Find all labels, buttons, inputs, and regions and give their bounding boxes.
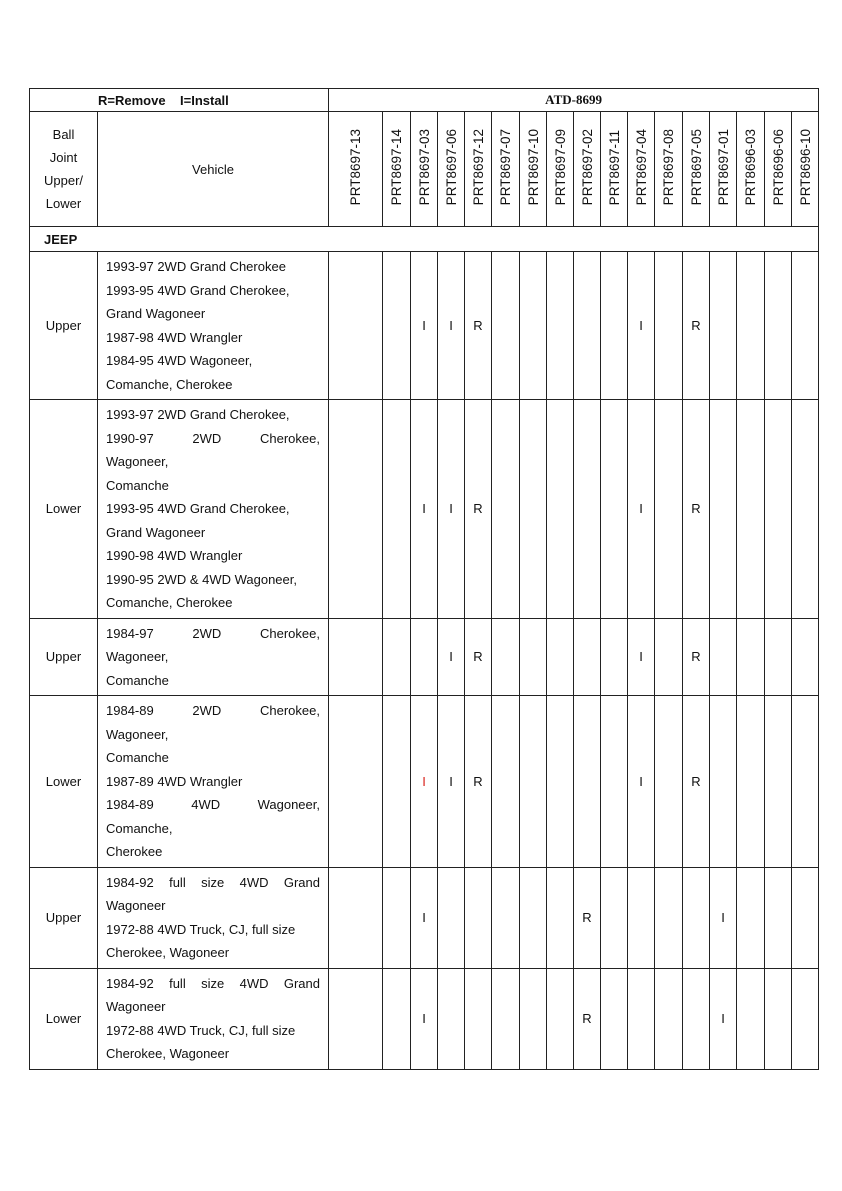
table-row: [30, 400, 819, 619]
part-number-header: [792, 112, 819, 227]
part-number-label: PRT8697-01: [715, 129, 731, 206]
vehicle-line: 1984-89 4WD Wagoneer,: [106, 797, 320, 812]
part-number-label: PRT8697-02: [579, 129, 595, 206]
mark-cell: R: [683, 400, 710, 619]
vehicle-line: Grand Wagoneer: [106, 524, 206, 540]
mark-cell: [792, 252, 819, 400]
mark-cell: [329, 696, 383, 868]
part-number-label: PRT8697-12: [470, 129, 486, 206]
mark-cell: [710, 400, 737, 619]
mark-cell: [383, 968, 411, 1069]
mark-cell: R: [574, 867, 601, 968]
mark-cell: I: [411, 696, 438, 868]
vehicle-line: Cherokee: [106, 844, 163, 859]
mark-cell: [737, 400, 765, 619]
mark-cell: [492, 252, 520, 400]
mark-cell: I: [438, 252, 465, 400]
vehicle-line: 1993-95 4WD Grand Cherokee,: [106, 501, 290, 516]
position-cell: Upper: [30, 618, 98, 696]
mark-cell: I: [628, 400, 655, 619]
part-number-label: PRT8696-03: [743, 129, 758, 206]
vehicle-line: Comanche,: [106, 820, 173, 836]
mark-cell: [547, 400, 574, 619]
mark-cell: [737, 696, 765, 868]
mark-cell: [683, 968, 710, 1069]
mark-cell: [792, 400, 819, 619]
table-row: [30, 696, 819, 868]
part-number-header: [329, 112, 383, 227]
part-number-header: [520, 112, 547, 227]
part-number-header: [465, 112, 492, 227]
mark-cell: [492, 400, 520, 619]
mark-cell: [329, 252, 383, 400]
part-number-header: [737, 112, 765, 227]
mark-cell: [574, 400, 601, 619]
table-row: [30, 968, 819, 1069]
vehicle-line: 1972-88 4WD Truck, CJ, full size: [106, 1022, 296, 1038]
mark-cell: [601, 867, 628, 968]
mark-cell: [520, 968, 547, 1069]
vehicle-line: 1987-98 4WD Wrangler: [106, 329, 243, 345]
part-number-header: [628, 112, 655, 227]
mark-cell: [683, 867, 710, 968]
part-number-header: [710, 112, 737, 227]
mark-cell: [492, 618, 520, 696]
vehicle-line: 1993-95 4WD Grand Cherokee,: [106, 282, 290, 298]
mark-cell: [792, 867, 819, 968]
mark-cell: [792, 618, 819, 696]
part-number-header: [411, 112, 438, 227]
part-number-header: [547, 112, 574, 227]
mark-cell: [628, 968, 655, 1069]
mark-cell: [655, 252, 683, 400]
position-cell: Lower: [30, 400, 98, 619]
part-number-label: PRT8696-06: [770, 129, 786, 206]
vehicle-cell: [98, 696, 329, 868]
part-number-label: PRT8696-10: [797, 129, 813, 206]
mark-cell: [520, 618, 547, 696]
mark-cell: [710, 696, 737, 868]
mark-cell: [492, 867, 520, 968]
mark-cell: [737, 867, 765, 968]
vehicle-line: Cherokee, Wagoneer: [106, 1046, 230, 1061]
mark-cell: [520, 867, 547, 968]
mark-cell: [574, 252, 601, 400]
part-number-header: [438, 112, 465, 227]
table-row: [30, 252, 819, 400]
mark-cell: [737, 618, 765, 696]
vehicle-line: 1984-92 full size 4WD Grand: [106, 874, 320, 890]
part-number-header: [601, 112, 628, 227]
mark-cell: [737, 252, 765, 400]
header-row-parts: [30, 112, 819, 227]
mark-cell: I: [411, 400, 438, 619]
mark-cell: [792, 968, 819, 1069]
ball-joint-application-table: [29, 88, 819, 1070]
mark-cell: I: [411, 867, 438, 968]
mark-cell: [574, 696, 601, 868]
mark-cell: [383, 867, 411, 968]
mark-cell: [465, 867, 492, 968]
mark-cell: [765, 618, 792, 696]
mark-cell: [329, 400, 383, 619]
part-number-header: [383, 112, 411, 227]
mark-cell: I: [411, 252, 438, 400]
table-row: [30, 618, 819, 696]
part-number-label: PRT8697-11: [606, 129, 622, 206]
vehicle-line: 1990-95 2WD & 4WD Wagoneer,: [106, 571, 297, 587]
mark-cell: [411, 618, 438, 696]
vehicle-cell: [98, 400, 329, 619]
vehicle-line: Wagoneer: [106, 999, 166, 1014]
mark-cell: R: [465, 400, 492, 619]
part-number-label: PRT8697-04: [633, 129, 649, 206]
mark-cell: [547, 867, 574, 968]
vehicle-line: Wagoneer,: [106, 454, 169, 469]
mark-cell: [765, 400, 792, 619]
vehicle-line: Grand Wagoneer: [106, 306, 206, 321]
section-row: [30, 227, 819, 252]
mark-cell: [329, 618, 383, 696]
part-number-label: PRT8697-10: [525, 129, 541, 206]
part-number-label: PRT8697-08: [661, 129, 676, 206]
mark-cell: [710, 252, 737, 400]
mark-cell: [655, 968, 683, 1069]
part-number-label: PRT8697-09: [552, 129, 568, 206]
mark-cell: [765, 252, 792, 400]
vehicle-line: 1990-98 4WD Wrangler: [106, 548, 243, 563]
mark-cell: [765, 968, 792, 1069]
mark-cell: [438, 968, 465, 1069]
mark-cell: [601, 618, 628, 696]
vehicle-line: Wagoneer: [106, 898, 166, 913]
mark-cell: [383, 696, 411, 868]
mark-cell: [601, 968, 628, 1069]
mark-cell: [792, 696, 819, 868]
mark-cell: [383, 618, 411, 696]
vehicle-line: Cherokee, Wagoneer: [106, 945, 230, 960]
vehicle-line: Comanche: [106, 672, 169, 688]
part-number-label: PRT8697-05: [688, 129, 704, 206]
mark-cell: [383, 252, 411, 400]
mark-cell: [329, 968, 383, 1069]
vehicle-line: 1972-88 4WD Truck, CJ, full size: [106, 921, 296, 937]
part-number-header: [574, 112, 601, 227]
mark-cell: [383, 400, 411, 619]
mark-cell: I: [628, 252, 655, 400]
position-cell: Upper: [30, 867, 98, 968]
mark-cell: R: [574, 968, 601, 1069]
mark-cell: I: [438, 618, 465, 696]
mark-cell: [737, 968, 765, 1069]
vehicle-line: 1987-89 4WD Wrangler: [106, 773, 243, 789]
mark-cell: R: [683, 252, 710, 400]
part-number-header: [765, 112, 792, 227]
vehicle-line: 1984-95 4WD Wagoneer,: [106, 353, 253, 368]
mark-cell: [492, 968, 520, 1069]
mark-cell: [601, 696, 628, 868]
part-number-label: PRT8697-14: [389, 129, 404, 206]
mark-cell: [765, 696, 792, 868]
mark-cell: R: [683, 696, 710, 868]
part-number-label: PRT8697-07: [498, 129, 513, 206]
part-number-header: [655, 112, 683, 227]
mark-cell: [601, 252, 628, 400]
part-number-header: [492, 112, 520, 227]
mark-cell: [465, 968, 492, 1069]
mark-cell: I: [438, 400, 465, 619]
mark-cell: [520, 252, 547, 400]
position-cell: Lower: [30, 696, 98, 868]
mark-cell: [520, 696, 547, 868]
mark-cell: [601, 400, 628, 619]
mark-cell: [765, 867, 792, 968]
position-cell: Upper: [30, 252, 98, 400]
header-row-kit: [30, 89, 819, 112]
mark-cell: I: [628, 618, 655, 696]
mark-cell: [710, 618, 737, 696]
mark-cell: [655, 400, 683, 619]
vehicle-line: Wagoneer,: [106, 726, 169, 742]
vehicle-line: 1993-97 2WD Grand Cherokee: [106, 259, 286, 274]
vehicle-line: Comanche, Cherokee: [106, 595, 233, 610]
vehicle-line: 1993-97 2WD Grand Cherokee,: [106, 407, 290, 422]
mark-cell: R: [683, 618, 710, 696]
ball-joint-header: Ball Joint Upper/ Lower: [30, 112, 98, 227]
vehicle-line: 1984-89 2WD Cherokee,: [106, 703, 320, 718]
mark-cell: I: [628, 696, 655, 868]
mark-cell: I: [710, 867, 737, 968]
vehicle-line: Comanche, Cherokee: [106, 376, 233, 392]
vehicle-cell: [98, 968, 329, 1069]
mark-cell: [655, 867, 683, 968]
mark-cell: [547, 252, 574, 400]
mark-cell: I: [710, 968, 737, 1069]
mark-cell: I: [411, 968, 438, 1069]
kit-title: ATD-8699: [329, 89, 819, 112]
mark-cell: [547, 618, 574, 696]
vehicle-header: Vehicle: [98, 112, 329, 227]
mark-cell: R: [465, 618, 492, 696]
mark-cell: [574, 618, 601, 696]
mark-cell: [547, 968, 574, 1069]
mark-cell: [655, 618, 683, 696]
part-number-header: [683, 112, 710, 227]
legend: R=Remove I=Install: [30, 89, 329, 112]
position-cell: Lower: [30, 968, 98, 1069]
vehicle-line: Wagoneer,: [106, 649, 169, 664]
vehicle-cell: [98, 618, 329, 696]
mark-cell: [329, 867, 383, 968]
mark-cell: [438, 867, 465, 968]
part-number-label: PRT8697-13: [348, 129, 363, 206]
vehicle-cell: [98, 252, 329, 400]
part-number-label: PRT8697-03: [416, 129, 432, 206]
part-number-label: PRT8697-06: [443, 129, 459, 206]
vehicle-line: Comanche: [106, 750, 169, 765]
mark-cell: I: [438, 696, 465, 868]
vehicle-line: Comanche: [106, 477, 169, 493]
vehicle-cell: [98, 867, 329, 968]
mark-cell: [628, 867, 655, 968]
mark-cell: [492, 696, 520, 868]
mark-cell: [655, 696, 683, 868]
mark-cell: [547, 696, 574, 868]
vehicle-line: 1984-92 full size 4WD Grand: [106, 975, 320, 991]
mark-cell: R: [465, 252, 492, 400]
vehicle-line: 1990-97 2WD Cherokee,: [106, 430, 320, 446]
mark-cell: R: [465, 696, 492, 868]
vehicle-line: 1984-97 2WD Cherokee,: [106, 625, 320, 641]
mark-cell: [520, 400, 547, 619]
table-row: [30, 867, 819, 968]
section-title: JEEP: [30, 227, 819, 252]
